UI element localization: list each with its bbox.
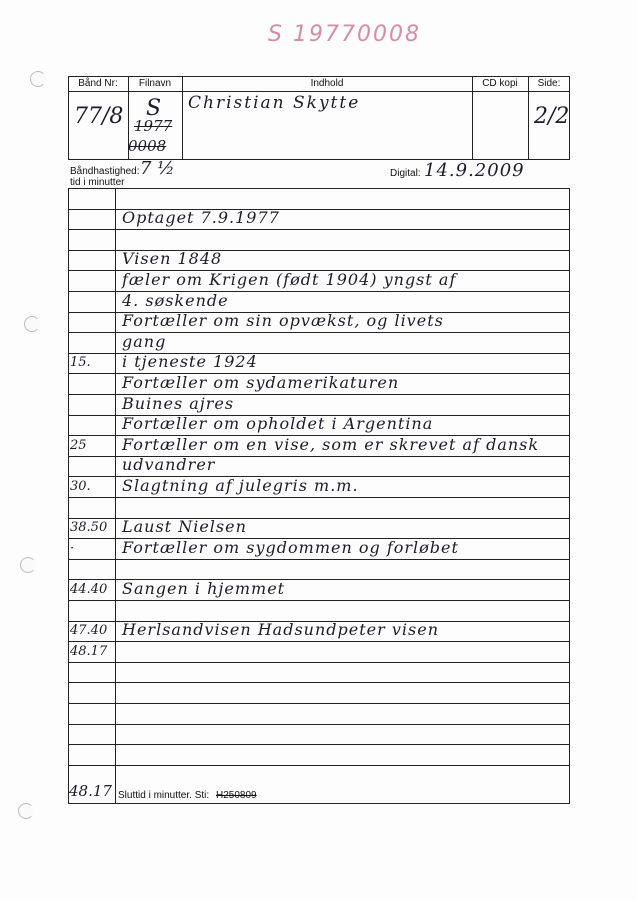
footer-time: 48.17 (69, 782, 112, 800)
row-time: 30. (70, 479, 91, 494)
filnavn-struck-1: 1977 (134, 117, 173, 135)
header-cd-kopi: CD kopi (482, 78, 518, 89)
row-rule (68, 744, 570, 745)
row-rule (68, 703, 570, 704)
filnavn-struck-2: 0008 (128, 137, 167, 155)
side-value: 2/2 (534, 104, 570, 129)
row-time: 44.40 (70, 582, 108, 597)
row-text: Fortæller om en vise, som er skrevet af dansk (122, 435, 540, 454)
col-divider (182, 76, 183, 160)
row-text: i tjeneste 1924 (122, 352, 258, 371)
archive-stamp: S 19770008 (268, 22, 421, 47)
row-time: 38.50 (70, 520, 108, 535)
col-divider (472, 76, 473, 160)
row-text: gang (122, 332, 167, 351)
digital-label: Digital: (390, 168, 421, 179)
band-nr-value: 77/8 (74, 104, 124, 129)
row-time: 48.17 (70, 644, 108, 659)
row-time: · (70, 541, 75, 556)
row-text: Slagtning af julegris m.m. (122, 476, 359, 495)
punch-hole (18, 803, 34, 819)
row-rule (68, 600, 570, 601)
digital-value: 14.9.2009 (424, 160, 525, 181)
row-time: 15. (70, 355, 91, 370)
row-rule (68, 724, 570, 725)
header-filnavn: Filnavn (138, 78, 172, 89)
row-rule (68, 641, 570, 642)
row-text: Sangen i hjemmet (122, 579, 286, 598)
footer-label: Sluttid i minutter. Sti: (118, 790, 210, 801)
row-rule (68, 229, 570, 230)
row-text: Laust Nielsen (122, 517, 247, 536)
col-divider (528, 76, 529, 160)
punch-hole (20, 557, 36, 573)
filnavn-value: S (146, 96, 162, 121)
row-rule (68, 662, 570, 663)
header-indhold: Indhold (310, 78, 344, 89)
indhold-value: Christian Skytte (188, 93, 361, 113)
header-side: Side: (537, 78, 561, 89)
row-text: Fortæller om sydamerikaturen (122, 373, 400, 392)
row-rule (68, 497, 570, 498)
row-time: 47.40 (70, 623, 108, 638)
punch-hole (30, 71, 46, 87)
row-text: Buines ajres (122, 394, 235, 413)
row-rule (68, 765, 570, 766)
row-text: Fortæller om opholdet i Argentina (122, 414, 434, 433)
footer-struck-value: H250809 (216, 790, 257, 801)
row-text: 4. søskende (122, 291, 229, 310)
header-rule (68, 91, 570, 92)
header-band-nr: Bånd Nr: (78, 78, 118, 89)
time-label: tid i minutter (70, 177, 125, 188)
row-text: Visen 1848 (122, 249, 223, 268)
row-time: 25 (70, 438, 87, 453)
row-rule (68, 559, 570, 560)
row-text: udvandrer (122, 455, 216, 474)
row-text: fæler om Krigen (født 1904) yngst af (122, 270, 457, 289)
speed-value: 7 ½ (140, 158, 175, 179)
punch-hole (24, 316, 40, 332)
row-text: Herlsandvisen Hadsundpeter visen (122, 620, 439, 639)
speed-label: Båndhastighed: (70, 166, 140, 177)
row-text: Optaget 7.9.1977 (122, 208, 280, 227)
row-text: Fortæller om sin opvækst, og livets (122, 311, 444, 330)
row-text: Fortæller om sygdommen og forløbet (122, 538, 459, 557)
row-rule (68, 682, 570, 683)
time-column-divider (115, 188, 116, 804)
